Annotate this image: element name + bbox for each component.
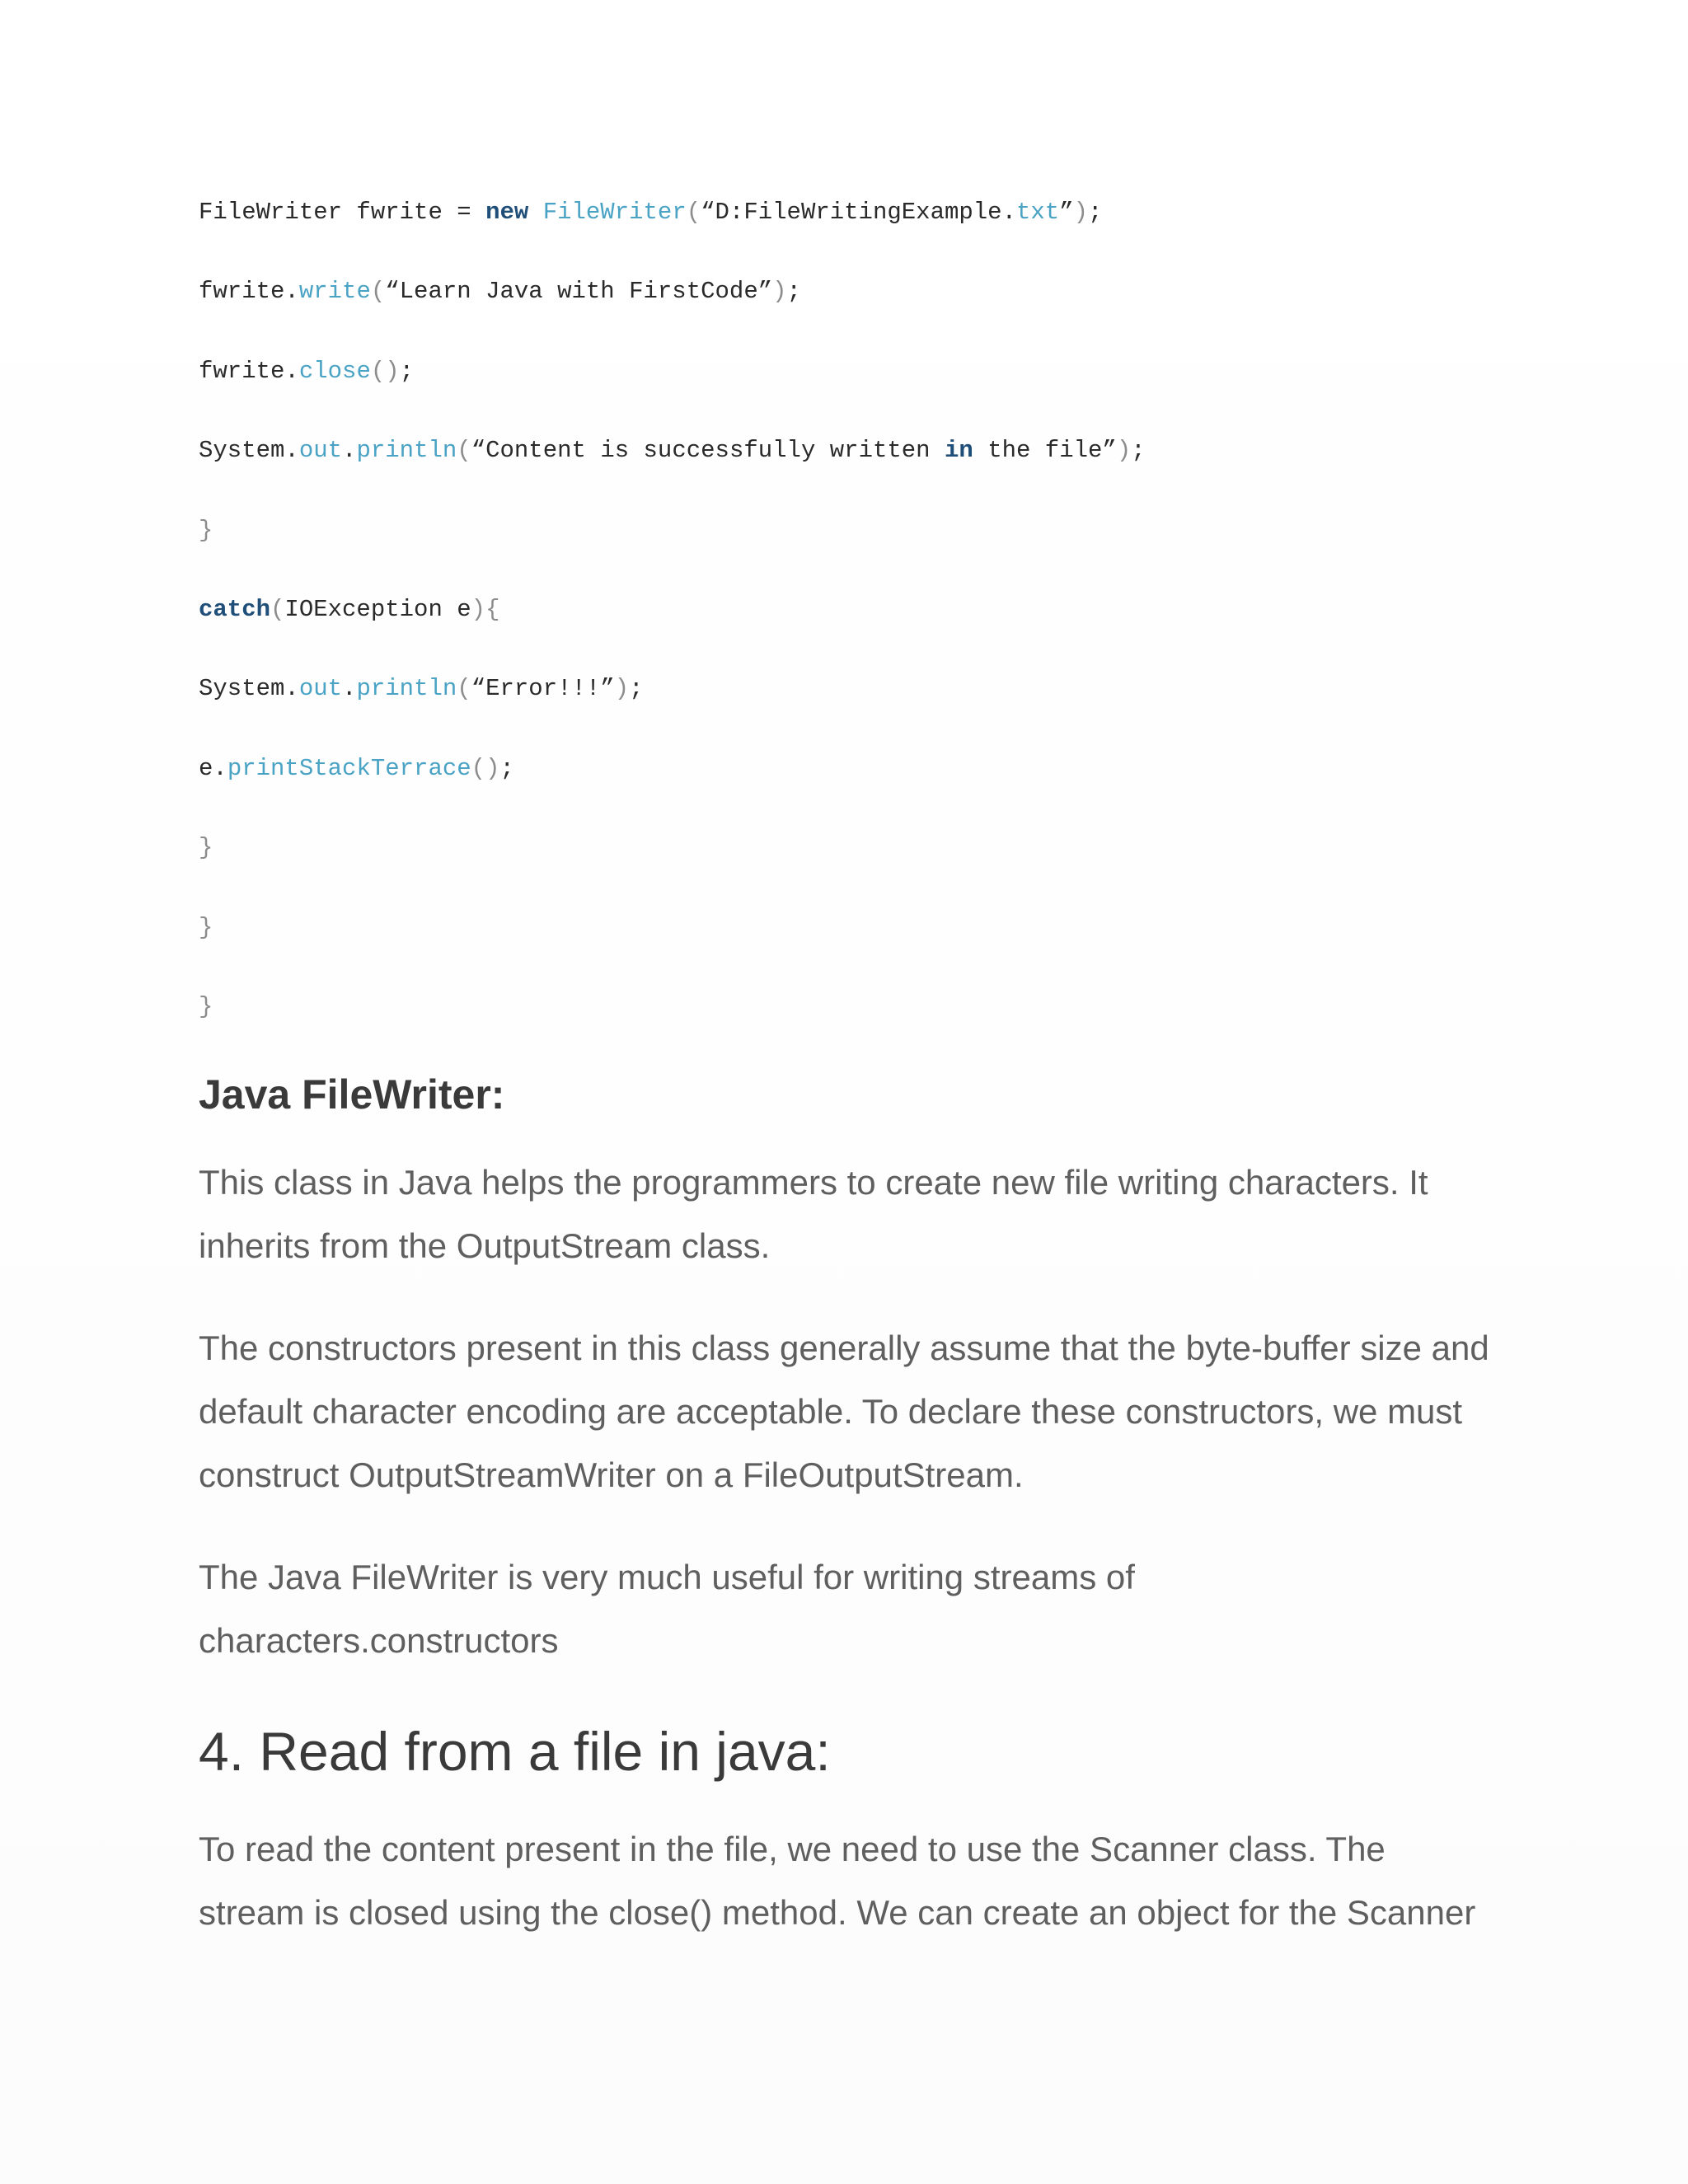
code-token: ) [772,278,787,306]
code-token: fwrite. [199,278,299,306]
paragraph-line: The constructors present in this class generally assume that the byte-buffer size and [199,1329,1489,1367]
code-token: ) [1116,437,1132,465]
code-token: “Error!!!” [471,675,615,703]
code-token: System. [199,437,299,465]
code-line [199,659,1550,738]
code-token [528,199,542,226]
code-token: FileWriter [542,199,687,226]
code-token: ; [1088,199,1103,226]
code-token: “Learn Java with FirstCode” [385,278,773,306]
code-line [199,421,1550,500]
paragraph-filewriter-intro [199,1151,1517,1277]
code-token: ( [457,437,471,465]
code-token: ; [1131,437,1146,465]
code-token: ; [399,357,415,385]
code-token: println [356,675,457,703]
code-token: write [298,278,371,306]
paragraph-line: inherits from the OutputStream class. [199,1226,771,1265]
paragraph-filewriter-usefulness [199,1545,1517,1672]
code-line [199,262,1550,341]
code-token: } [199,913,213,941]
code-token: } [199,834,213,862]
paragraph-line: The Java FileWriter is very much useful for writing streams of [199,1558,1135,1596]
code-line [199,977,1550,1057]
code-token: ; [786,278,801,306]
code-token: catch [199,595,271,623]
paragraph-line: construct OutputStreamWriter on a FileOutputStream. [199,1455,1024,1494]
code-token: System. [199,675,299,703]
code-token: txt [1016,199,1060,226]
code-line [199,898,1550,977]
code-token: ” [1059,199,1074,226]
code-token: ; [499,754,514,782]
code-token: ) [614,675,630,703]
code-line [199,501,1550,580]
code-token: } [199,992,213,1020]
code-line [199,818,1550,898]
code-token: new [485,199,529,226]
paragraph-line: stream is closed using the close() method. We can create an object for the Scanner [199,1893,1476,1932]
code-token: . [342,675,357,703]
code-token: the file” [973,437,1117,465]
code-line [199,739,1550,818]
code-token: “D:FileWritingExample. [701,199,1016,226]
section-heading-read-from-file: 4. Read from a file in java: [199,1721,831,1782]
code-token: } [199,516,213,544]
code-token: e. [199,754,227,782]
code-token: () [471,754,500,782]
paragraph-read-intro [199,1817,1517,1944]
code-token: ){ [471,595,500,623]
code-token: in [944,437,973,465]
code-token: “Content is successfully written [471,437,945,465]
code-token: ; [629,675,644,703]
code-token: ( [370,278,386,306]
section-heading-java-filewriter: Java FileWriter: [199,1071,505,1118]
paragraph-line: default character encoding are acceptable. To declare these constructors, we must [199,1392,1463,1431]
code-token: IOException e [284,595,471,623]
paragraph-line: This class in Java helps the programmers to create new file writing characters. It [199,1163,1428,1202]
code-token: ( [270,595,285,623]
code-token: () [370,357,400,385]
code-token: printStackTerrace [227,754,471,782]
code-token: out [298,675,343,703]
code-line [199,342,1550,421]
paragraph-filewriter-constructors [199,1316,1517,1507]
code-token: ( [686,199,701,226]
code-token: close [298,357,371,385]
code-token: out [298,437,343,465]
code-token: ) [1073,199,1089,226]
code-token: FileWriter fwrite = [199,199,486,226]
code-token: . [342,437,357,465]
code-block [199,183,1550,1057]
code-line [199,580,1550,659]
code-token: fwrite. [199,357,299,385]
code-token: println [356,437,457,465]
code-token: ( [457,675,471,703]
code-line [199,183,1550,262]
paragraph-line: To read the content present in the file, we need to use the Scanner class. The [199,1830,1386,1868]
paragraph-line: characters.constructors [199,1621,559,1660]
